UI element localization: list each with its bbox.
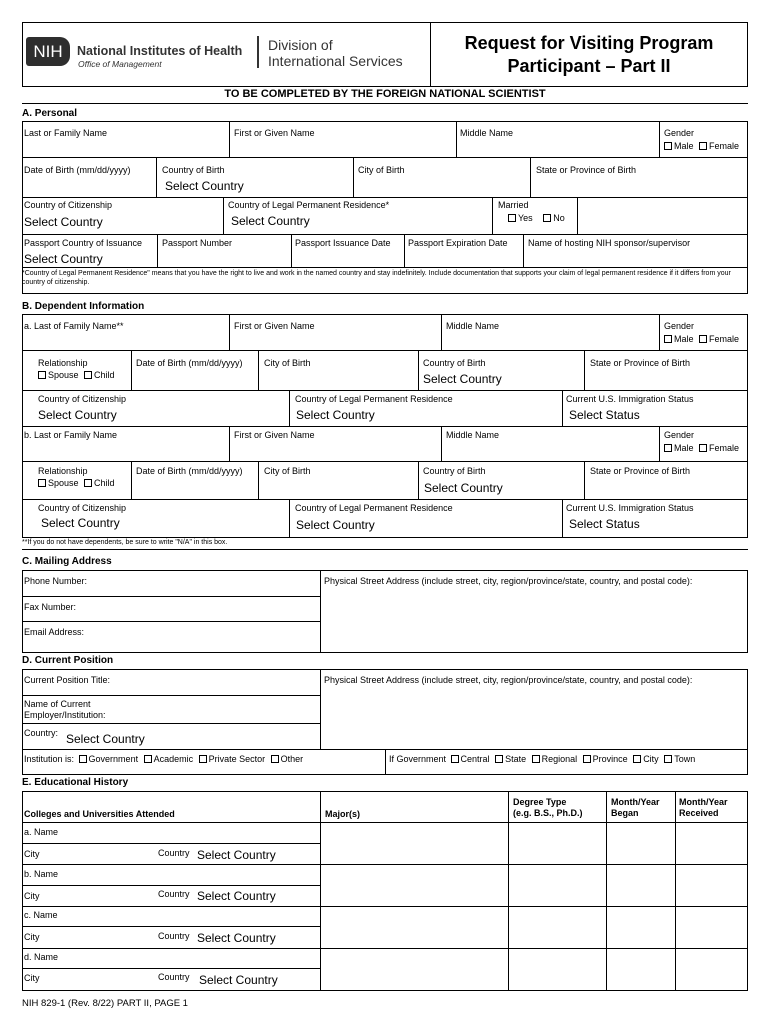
dep-b-first-name: First or Given Name — [234, 430, 315, 440]
col-began-2: Began — [611, 808, 639, 818]
nih-office: Office of Management — [78, 59, 162, 69]
label-country-birth: Country of Birth — [162, 165, 225, 175]
gov-central-checkbox[interactable] — [451, 755, 459, 763]
edu-c-name: c. Name — [24, 910, 58, 920]
edu-a-city: City — [24, 849, 40, 859]
label-position-country: Country: — [24, 728, 59, 738]
label-first-name: First or Given Name — [234, 128, 315, 138]
married-no-checkbox[interactable] — [543, 214, 551, 222]
label-gender: Gender — [664, 128, 695, 138]
dep-b-immigration-select[interactable]: Select Status — [569, 517, 640, 531]
dep-b-country-birth: Country of Birth — [423, 466, 486, 476]
edu-d-country: Country — [158, 972, 190, 982]
col-majors: Major(s) — [325, 809, 361, 819]
inst-other-checkbox[interactable] — [271, 755, 279, 763]
section-b-title: B. Dependent Information — [22, 301, 145, 312]
edu-c-country: Country — [158, 931, 190, 941]
label-state-birth: State or Province of Birth — [536, 165, 637, 175]
col-received-2: Received — [679, 808, 719, 818]
division-line1: Division of — [268, 37, 333, 53]
footer: NIH 829-1 (Rev. 8/22) PART II, PAGE 1 — [22, 998, 188, 1009]
female-checkbox[interactable] — [699, 142, 707, 150]
dep-b-citizenship: Country of Citizenship — [38, 503, 127, 513]
dep-a-city-birth: City of Birth — [264, 358, 311, 368]
label-last-name: Last or Family Name — [24, 128, 108, 138]
country-lpr-select[interactable]: Select Country — [231, 214, 310, 228]
col-colleges: Colleges and Universities Attended — [24, 809, 175, 819]
dep-b-spouse-checkbox[interactable] — [38, 479, 46, 487]
section-a-title: A. Personal — [22, 108, 78, 119]
dep-b-gender: Gender — [664, 430, 695, 440]
col-began-1: Month/Year — [611, 797, 660, 807]
passport-country-select[interactable]: Select Country — [24, 252, 103, 266]
label-country-citizenship: Country of Citizenship — [24, 200, 113, 210]
dep-a-male-checkbox[interactable] — [664, 335, 672, 343]
edu-d-name: d. Name — [24, 952, 59, 962]
division-line2: International Services — [268, 53, 403, 69]
dep-a-relationship: Relationship — [38, 358, 88, 368]
edu-b-city: City — [24, 891, 40, 901]
edu-b-country-select[interactable]: Select Country — [197, 889, 276, 903]
section-d-title: D. Current Position — [22, 655, 114, 666]
gov-city-checkbox[interactable] — [633, 755, 641, 763]
dep-b-immigration: Current U.S. Immigration Status — [566, 503, 694, 513]
dep-b-child-checkbox[interactable] — [84, 479, 92, 487]
dep-a-country-birth: Country of Birth — [423, 358, 486, 368]
dep-b-relationship-options: Spouse Child — [38, 478, 115, 489]
label-position-street: Physical Street Address (include street, city, region/province/state, country, and postal code): — [324, 675, 693, 685]
dep-b-gender-options: Male Female — [664, 443, 739, 454]
label-sponsor: Name of hosting NIH sponsor/supervisor — [528, 238, 691, 248]
dep-a-citizenship: Country of Citizenship — [38, 394, 127, 404]
form-title-line1: Request for Visiting Program — [464, 33, 714, 53]
label-middle-name: Middle Name — [460, 128, 514, 138]
label-mailing-street: Physical Street Address (include street, city, region/province/state, country, and postal code): — [324, 576, 693, 586]
edu-b-name: b. Name — [24, 869, 59, 879]
gov-town-checkbox[interactable] — [664, 755, 672, 763]
dep-b-female-checkbox[interactable] — [699, 444, 707, 452]
dep-b-lpr-select[interactable]: Select Country — [296, 518, 375, 532]
section-e-title: E. Educational History — [22, 777, 129, 788]
label-passport-number: Passport Number — [162, 238, 233, 248]
dep-b-male-checkbox[interactable] — [664, 444, 672, 452]
label-passport-issuance: Passport Issuance Date — [295, 238, 391, 248]
nih-name: National Institutes of Health — [77, 44, 243, 58]
dep-a-middle-name: Middle Name — [446, 321, 500, 331]
col-degree-1: Degree Type — [513, 797, 567, 807]
dep-a-dob: Date of Birth (mm/dd/yyyy) — [136, 358, 243, 368]
dep-a-country-birth-select[interactable]: Select Country — [423, 372, 502, 386]
label-country-lpr: Country of Legal Permanent Residence* — [228, 200, 390, 210]
footnote-lpr: *Country of Legal Permanent Residence" means that you have the right to live and work in the named country and stay indefinitely. Include documentation that supports your claim of legal permanent residence if it differs from your country of citizenship. — [22, 270, 731, 286]
label-passport-expiration: Passport Expiration Date — [408, 238, 508, 248]
edu-d-country-select[interactable]: Select Country — [199, 973, 278, 987]
dep-a-citizenship-select[interactable]: Select Country — [38, 408, 117, 422]
form-title-line2: Participant – Part II — [507, 56, 671, 76]
col-degree-2: (e.g. B.S., Ph.D.) — [513, 808, 583, 818]
dep-b-dob: Date of Birth (mm/dd/yyyy) — [136, 466, 243, 476]
country-birth-select[interactable]: Select Country — [165, 179, 244, 193]
dep-a-gender-options: Male Female — [664, 334, 739, 345]
dep-b-lpr: Country of Legal Permanent Residence — [295, 503, 453, 513]
male-checkbox[interactable] — [664, 142, 672, 150]
label-passport-country: Passport Country of Issuance — [24, 238, 143, 248]
dep-b-country-birth-select[interactable]: Select Country — [424, 481, 503, 495]
married-yes-checkbox[interactable] — [508, 214, 516, 222]
dep-b-citizenship-select[interactable]: Select Country — [41, 516, 120, 530]
dep-a-lpr: Country of Legal Permanent Residence — [295, 394, 453, 404]
edu-b-country: Country — [158, 889, 190, 899]
dep-a-spouse-checkbox[interactable] — [38, 371, 46, 379]
label-email: Email Address: — [24, 627, 85, 637]
married-options: Yes No — [508, 213, 565, 224]
dep-a-immigration-select[interactable]: Select Status — [569, 408, 640, 422]
label-fax: Fax Number: — [24, 602, 77, 612]
institution-type: Institution is: Government Academic Private Sector Other — [24, 754, 304, 764]
dep-b-city-birth: City of Birth — [264, 466, 311, 476]
label-employer-2: Employer/Institution: — [24, 710, 106, 720]
dep-a-female-checkbox[interactable] — [699, 335, 707, 343]
footnote-dependents: **If you do not have dependents, be sure to write "N/A" in this box. — [22, 539, 228, 546]
label-phone: Phone Number: — [24, 576, 88, 586]
dep-b-state-birth: State or Province of Birth — [590, 466, 691, 476]
inst-academic-checkbox[interactable] — [144, 755, 152, 763]
label-position-title: Current Position Title: — [24, 675, 111, 685]
nih-logo: NIH — [26, 37, 70, 66]
label-employer-1: Name of Current — [24, 699, 91, 709]
gender-options: Male Female — [664, 141, 739, 152]
government-type: If Government Central State Regional Province City Town — [389, 754, 696, 764]
dep-b-last-name: b. Last or Family Name — [24, 430, 118, 440]
section-c-title: C. Mailing Address — [22, 556, 112, 567]
gov-province-checkbox[interactable] — [583, 755, 591, 763]
dep-a-first-name: First or Given Name — [234, 321, 315, 331]
edu-d-city: City — [24, 973, 40, 983]
edu-a-country: Country — [158, 848, 190, 858]
inst-government-checkbox[interactable] — [79, 755, 87, 763]
edu-c-country-select[interactable]: Select Country — [197, 931, 276, 945]
col-received-1: Month/Year — [679, 797, 728, 807]
gov-regional-checkbox[interactable] — [532, 755, 540, 763]
dep-a-lpr-select[interactable]: Select Country — [296, 408, 375, 422]
edu-c-city: City — [24, 932, 40, 942]
edu-a-name: a. Name — [24, 827, 59, 837]
position-country-select[interactable]: Select Country — [66, 732, 145, 746]
label-dob: Date of Birth (mm/dd/yyyy) — [24, 165, 131, 175]
label-city-birth: City of Birth — [358, 165, 405, 175]
country-citizenship-select[interactable]: Select Country — [24, 215, 103, 229]
dep-a-child-checkbox[interactable] — [84, 371, 92, 379]
edu-a-country-select[interactable]: Select Country — [197, 848, 276, 862]
gov-state-checkbox[interactable] — [495, 755, 503, 763]
dep-b-middle-name: Middle Name — [446, 430, 500, 440]
label-married: Married — [498, 200, 529, 210]
dep-a-immigration: Current U.S. Immigration Status — [566, 394, 694, 404]
banner: TO BE COMPLETED BY THE FOREIGN NATIONAL SCIENTIST — [224, 88, 546, 100]
dep-b-relationship: Relationship — [38, 466, 88, 476]
dep-a-relationship-options: Spouse Child — [38, 370, 115, 381]
dep-a-state-birth: State or Province of Birth — [590, 358, 691, 368]
dep-a-last-name: a. Last of Family Name** — [24, 321, 124, 331]
inst-private-checkbox[interactable] — [199, 755, 207, 763]
dep-a-gender: Gender — [664, 321, 695, 331]
